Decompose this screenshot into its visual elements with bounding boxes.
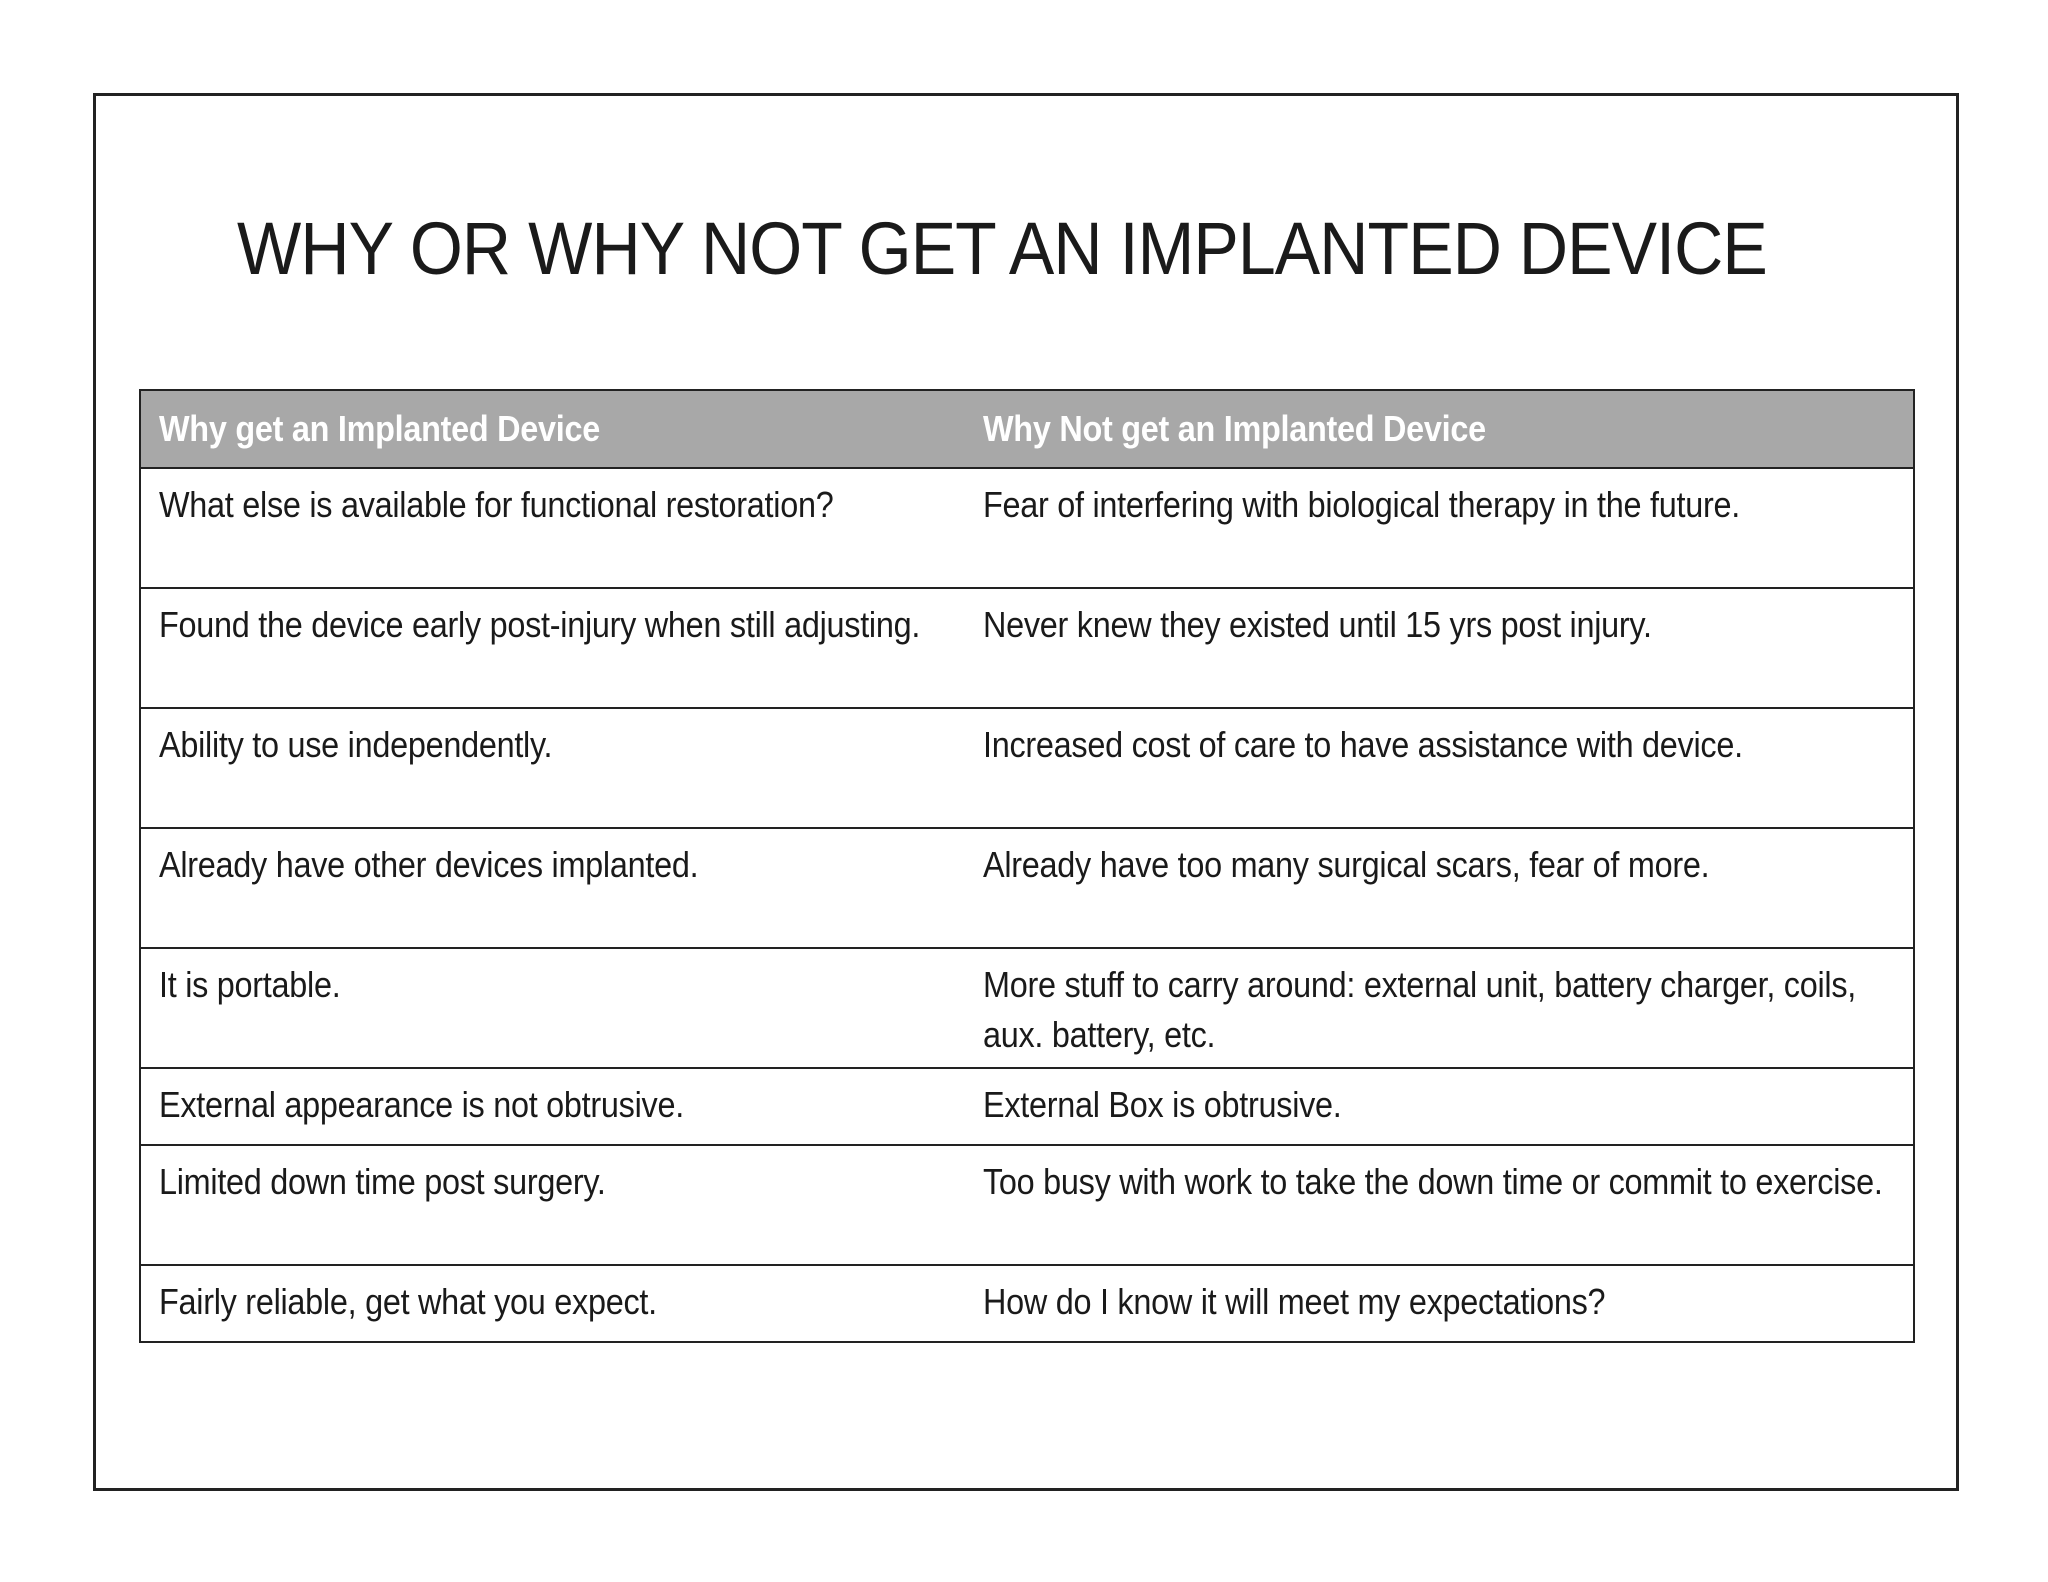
cell-why: Already have other devices implanted.: [140, 828, 965, 948]
cell-why: What else is available for functional restoration?: [140, 468, 965, 588]
cell-why: Ability to use independently.: [140, 708, 965, 828]
table-row: [140, 588, 1914, 708]
cell-why: External appearance is not obtrusive.: [140, 1068, 965, 1145]
table-header-row: [140, 390, 1914, 468]
cell-why-not: Never knew they existed until 15 yrs post injury.: [965, 588, 1914, 708]
cell-why-not: Increased cost of care to have assistance with device.: [965, 708, 1914, 828]
table-row: [140, 828, 1914, 948]
cell-why: It is portable.: [140, 948, 965, 1068]
cell-why-not: How do I know it will meet my expectations?: [965, 1265, 1914, 1342]
cell-why-not: External Box is obtrusive.: [965, 1068, 1914, 1145]
cell-why-not: Too busy with work to take the down time or commit to exercise.: [965, 1145, 1914, 1265]
cell-why-not: Fear of interfering with biological therapy in the future.: [965, 468, 1914, 588]
cell-why-not: Already have too many surgical scars, fear of more.: [965, 828, 1914, 948]
table-row: [140, 1145, 1914, 1265]
cell-why-not: More stuff to carry around: external unit, battery charger, coils, aux. battery, etc.: [965, 948, 1914, 1068]
cell-why: Limited down time post surgery.: [140, 1145, 965, 1265]
comparison-table: [139, 389, 1915, 1343]
table-row: [140, 948, 1914, 1068]
table-row: [140, 708, 1914, 828]
table-row: [140, 1265, 1914, 1342]
header-why: Why get an Implanted Device: [140, 390, 965, 468]
cell-why: Found the device early post-injury when still adjusting.: [140, 588, 965, 708]
table-row: [140, 1068, 1914, 1145]
slide-title: WHY OR WHY NOT GET AN IMPLANTED DEVICE: [237, 207, 1767, 290]
cell-why: Fairly reliable, get what you expect.: [140, 1265, 965, 1342]
table-row: [140, 468, 1914, 588]
header-why-not: Why Not get an Implanted Device: [965, 390, 1914, 468]
